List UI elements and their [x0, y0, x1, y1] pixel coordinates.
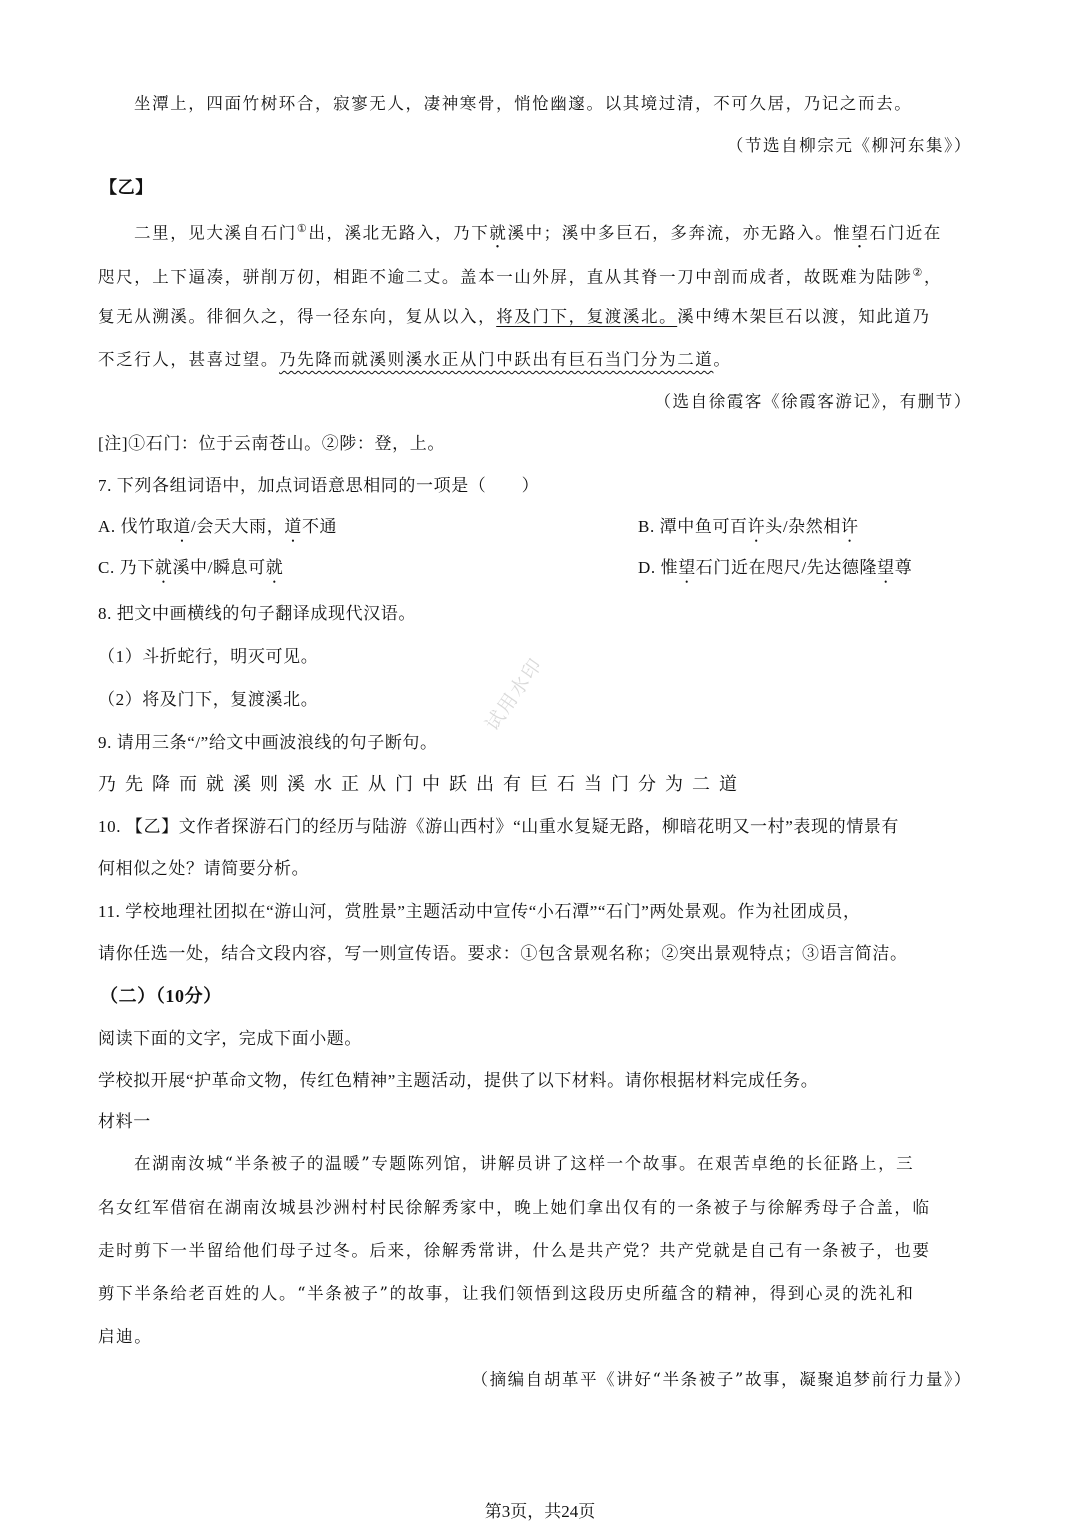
note-mark: ②	[912, 266, 924, 279]
yi-note: [注]①石门：位于云南苍山。②陟：登，上。	[98, 434, 445, 453]
material-1-line-4: 剪下半条给老百姓的人。“半条被子”的故事，让我们领悟到这段历史所蕴含的精神，得到心灵的洗礼和	[98, 1284, 915, 1303]
q7-option-a[interactable]: A. 伐竹取道/会天大雨，道不通	[98, 517, 338, 536]
watermark: 试用水印	[481, 653, 548, 735]
q11-line-2: 请你任选一处，结合文段内容，写一则宣传语。要求：①包含景观名称；②突出景观特点；③语言简洁。	[98, 944, 908, 963]
q9-stem: 9. 请用三条“/”给文中画波浪线的句子断句。	[98, 733, 438, 752]
material-1-line-1: 在湖南汝城“半条被子的温暖”专题陈列馆，讲解员讲了这样一个故事。在艰苦卓绝的长征路上，三	[134, 1154, 915, 1173]
q8-sentence-1: （1）斗折蛇行，明灭可见。	[98, 647, 319, 666]
q7-option-c[interactable]: C. 乃下就溪中/瞬息可就	[98, 558, 284, 577]
material-1-title: 材料一	[98, 1112, 151, 1131]
yi-line-3: 复无从溯溪。徘徊久之，得一径东向，复从以入，将及门下，复渡溪北。溪中缚木架巨石以渡，知此道乃	[98, 307, 931, 326]
q8-stem: 8. 把文中画横线的句子翻译成现代汉语。	[98, 604, 416, 623]
q7-option-b[interactable]: B. 潭中鱼可百许头/杂然相许	[638, 517, 859, 536]
q7-row-1	[98, 515, 988, 546]
dotted-word: 望	[851, 223, 870, 243]
underlined-sentence: 将及门下，复渡溪北。	[496, 307, 678, 326]
part2-task: 学校拟开展“护革命文物，传红色精神”主题活动，提供了以下材料。请你根据材料完成任务。	[98, 1071, 819, 1090]
part2-title: （二）（10分）	[100, 986, 222, 1006]
jia-source: （节选自柳宗元《柳河东集》）	[726, 136, 972, 155]
material-1-source: （摘编自胡革平《讲好“半条被子”故事，凝聚追梦前行力量》）	[471, 1370, 972, 1389]
yi-line-4: 不乏行人，甚喜过望。乃先降而就溪则溪水正从门中跃出有巨石当门分为二道。	[98, 350, 732, 369]
material-1-line-5: 启迪。	[98, 1327, 153, 1346]
material-1-line-2: 名女红军借宿在湖南汝城县沙洲村村民徐解秀家中，晚上她们拿出仅有的一条被子与徐解秀母子合盖，临	[98, 1198, 931, 1217]
page-number: 第3页，共24页	[484, 1502, 596, 1521]
material-1-line-3: 走时剪下一半留给他们母子过冬。后来，徐解秀常讲，什么是共产党？共产党就是自己有一条被子，也要	[98, 1241, 931, 1260]
q9-sentence: 乃先降而就溪则溪水正从门中跃出有巨石当门分为二道	[98, 774, 746, 794]
part2-intro: 阅读下面的文字，完成下面小题。	[98, 1029, 362, 1048]
q8-sentence-2: （2）将及门下，复渡溪北。	[98, 690, 319, 709]
yi-line-1: 二里，见大溪自石门①出，溪北无路入，乃下就溪中；溪中多巨石，多奔流，亦无路入。惟望石门近在	[134, 222, 942, 243]
jia-last-line: 坐潭上，四面竹树环合，寂寥无人，凄神寒骨，悄怆幽邃。以其境过清，不可久居，乃记之而去。	[134, 94, 913, 113]
yi-header: 【乙】	[100, 178, 153, 197]
q7-row-2	[98, 556, 988, 587]
yi-line-2: 咫尺，上下逼凑，骈削万仞，相距不逾二丈。盖本一山外屏，直从其脊一刀中剖而成者，故既难为陆陟②，	[98, 266, 943, 287]
q7-stem: 7. 下列各组词语中，加点词语意思相同的一项是（ ）	[98, 476, 540, 495]
q7-option-d[interactable]: D. 惟望石门近在咫尺/先达德隆望尊	[638, 558, 913, 577]
q10-line-1: 10. 【乙】文作者探游石门的经历与陆游《游山西村》“山重水复疑无路，柳暗花明又一村”表现的情景有	[98, 817, 899, 836]
yi-source: （选自徐霞客《徐霞客游记》，有删节）	[654, 392, 972, 411]
note-mark: ①	[296, 222, 309, 235]
dotted-word: 就	[489, 223, 508, 243]
q10-line-2: 何相似之处？请简要分析。	[98, 859, 310, 878]
q11-line-1: 11. 学校地理社团拟在“游山河，赏胜景”主题活动中宣传“小石潭”“石门”两处景观。作为社团成员，	[98, 902, 861, 921]
wavy-sentence: 乃先降而就溪则溪水正从门中跃出有巨石当门分为二道	[279, 350, 714, 369]
